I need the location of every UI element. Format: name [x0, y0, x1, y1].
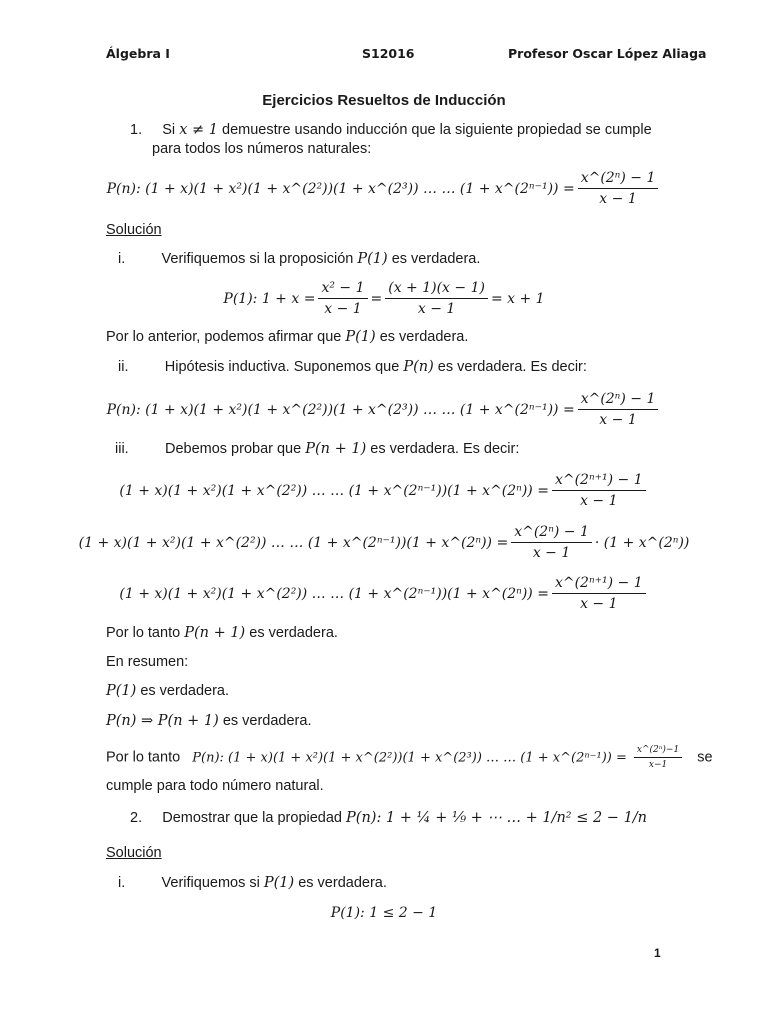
paragraph-after-i: [106, 329, 468, 345]
equation-part: =: [370, 290, 383, 307]
exercise-1-statement: [130, 122, 652, 138]
math-inline: P(n + 1): [184, 625, 246, 641]
summary-heading: En resumen:: [106, 654, 189, 670]
text: Si: [162, 122, 176, 138]
equation-hypothesis: [0, 391, 768, 428]
solution-heading: Solución: [106, 222, 162, 238]
step-number: ii.: [118, 359, 129, 375]
fraction: $\frac{(x + 1)(x - 1)}{x - 1}$: [385, 280, 488, 317]
text: demuestre usando inducción que la siguiente propiedad se cumple: [222, 122, 652, 138]
math-inline: P(1): [345, 329, 376, 345]
text: Por lo anterior, podemos afirmar que: [106, 329, 342, 345]
equation-p-n: [0, 170, 768, 207]
header-course: Álgebra I: [106, 46, 170, 61]
equation-lhs: P(n): (1 + x)(1 + x²)(1 + x^(2²))(1 + x^(2³)) … … (1 + x^(2ⁿ⁻¹)) =: [106, 401, 575, 418]
exercise-1-statement-cont: para todos los números naturales:: [152, 141, 372, 157]
equation-step-iii-1: [0, 472, 768, 509]
math-inline: P(n + 1): [305, 441, 367, 457]
text: es verdadera.: [249, 625, 338, 641]
equation-lhs: (1 + x)(1 + x²)(1 + x^(2²)) … … (1 + x^(2ⁿ⁻¹))(1 + x^(2ⁿ)) =: [119, 585, 549, 602]
text: se: [697, 749, 713, 766]
summary-item-2: [106, 713, 311, 729]
conclusion-line: [106, 625, 338, 641]
fraction: $\frac{\text{x\textasciicircum{}(2ⁿ⁺¹) − 1}}{x - 1}$: [552, 575, 646, 612]
equation-p-1: [0, 280, 768, 317]
header-term: S12016: [362, 46, 415, 61]
text: Por lo tanto: [106, 625, 181, 641]
math-inline: P(1): [263, 875, 295, 891]
exercise-number: 1.: [130, 122, 143, 138]
exercise-2-statement: [130, 810, 647, 826]
text: es verdadera.: [391, 251, 481, 267]
equation-part: P(1): 1 + x =: [223, 290, 316, 307]
summary-item-1: [106, 683, 229, 699]
math-inline: P(n): (1 + x)(1 + x²)(1 + x^(2²))(1 + x^(2³)) … … (1 + x^(2ⁿ⁻¹)) =: [192, 750, 627, 766]
step-number: iii.: [115, 441, 129, 457]
equation-rhs: · (1 + x^(2ⁿ)): [594, 534, 690, 551]
fraction: $\frac{\text{x\textasciicircum{}(2ⁿ)−1}}{x-1}$: [634, 745, 682, 770]
text: Demostrar que la propiedad: [162, 810, 342, 826]
text: Hipótesis inductiva. Suponemos que: [164, 359, 400, 375]
text: Por lo tanto: [106, 749, 181, 766]
math-inline: x ≠ 1: [179, 122, 218, 138]
header-professor: Profesor Oscar López Aliaga: [508, 46, 707, 61]
fraction: $\frac{\text{x\textasciicircum{}(2ⁿ⁺¹) − 1}}{x - 1}$: [552, 472, 646, 509]
equation-part: = x + 1: [490, 290, 545, 307]
text: Verifiquemos si la proposición: [161, 251, 354, 267]
text: es verdadera.: [140, 683, 229, 699]
text: es verdadera.: [298, 875, 387, 891]
text: Debemos probar que: [164, 441, 302, 457]
step-number: i.: [118, 875, 126, 891]
fraction: $\frac{\text{x\textasciicircum{}(2ⁿ) − 1}}{x - 1}$: [578, 170, 659, 207]
text: es verdadera.: [222, 713, 312, 729]
equation-step-iii-3: [0, 575, 768, 612]
document-title: Ejercicios Resueltos de Inducción: [262, 92, 506, 109]
equation-sol2-p1: [0, 905, 768, 921]
math-inline: P(1): [106, 683, 137, 699]
step-ii: [118, 359, 587, 375]
final-conclusion: [106, 745, 713, 770]
math-inline: P(n): [403, 359, 434, 375]
text: Verifiquemos si: [161, 875, 260, 891]
text: es verdadera. Es decir:: [370, 441, 520, 457]
math-inline: P(n) ⇒ P(n + 1): [106, 713, 219, 729]
equation-lhs: (1 + x)(1 + x²)(1 + x^(2²)) … … (1 + x^(2ⁿ⁻¹))(1 + x^(2ⁿ)) =: [78, 534, 509, 551]
equation-lhs: (1 + x)(1 + x²)(1 + x^(2²)) … … (1 + x^(2ⁿ⁻¹))(1 + x^(2ⁿ)) =: [119, 482, 549, 499]
fraction: $\frac{\text{x\textasciicircum{}(2ⁿ) − 1}}{x - 1}$: [578, 391, 659, 428]
text: es verdadera.: [379, 329, 469, 345]
step-number: i.: [118, 251, 126, 267]
page-number: 1: [654, 946, 661, 960]
math-inline: P(1): [357, 251, 388, 267]
step-iii: [115, 441, 519, 457]
solution-2-step-i: [118, 875, 387, 891]
solution-2-heading: Solución: [106, 845, 162, 861]
equation-step-iii-2: [0, 524, 768, 561]
equation: P(1): 1 ≤ 2 − 1: [330, 905, 438, 921]
exercise-number: 2.: [130, 810, 143, 826]
fraction: $\frac{\text{x² − 1}}{x - 1}$: [318, 280, 367, 317]
text: es verdadera. Es decir:: [437, 359, 587, 375]
equation-lhs: P(n): (1 + x)(1 + x²)(1 + x^(2²))(1 + x^(2³)) … … (1 + x^(2ⁿ⁻¹)) =: [106, 180, 575, 197]
math-inline: P(n): 1 + ¼ + ⅑ + ⋯ … + 1/n² ≤ 2 − 1/n: [346, 810, 648, 826]
step-i: [118, 251, 480, 267]
fraction: $\frac{\text{x\textasciicircum{}(2ⁿ) − 1}}{x - 1}$: [511, 524, 592, 561]
final-conclusion-cont: cumple para todo número natural.: [106, 778, 324, 794]
